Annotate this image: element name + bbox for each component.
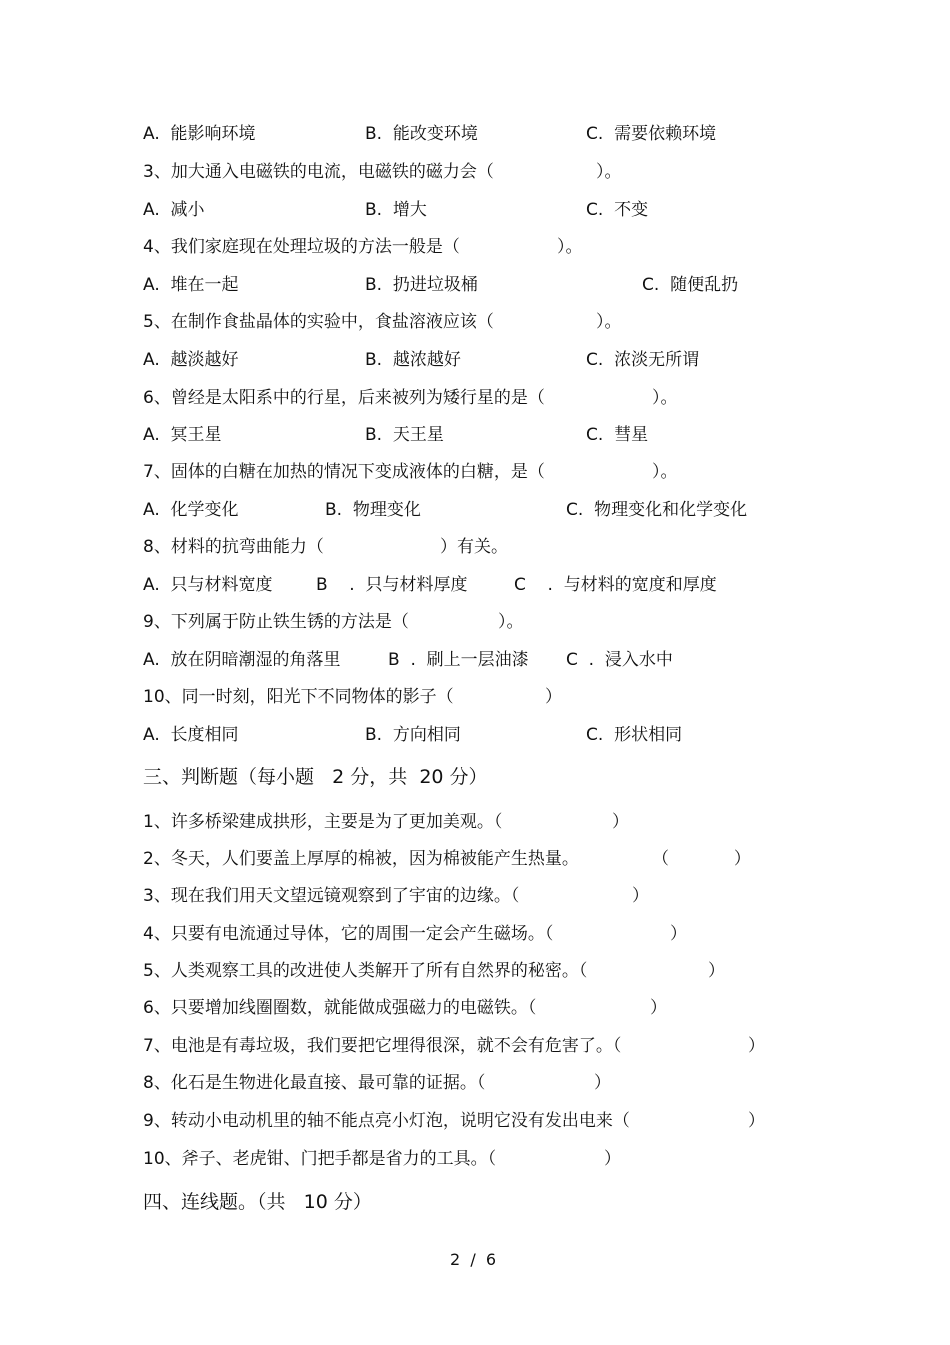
judge-question-8: 8、化石是生物进化最直接、最可靠的证据。（ — [143, 1073, 486, 1093]
q5-text: 5、在制作食盐晶体的实验中，食盐溶液应该（ — [143, 312, 494, 332]
q7-option-b: B. 物理变化 — [325, 500, 421, 520]
q9-option-c: C . 浸入水中 — [566, 650, 673, 670]
q6-answer-close: ）。 — [652, 388, 678, 408]
judge-answer-6: ） — [650, 998, 667, 1018]
q6-option-b: B. 天王星 — [365, 425, 444, 445]
judge-answer-7: ） — [748, 1036, 765, 1056]
q10-option-a: A. 长度相同 — [143, 725, 239, 745]
q8-option-b: B . 只与材料厚度 — [316, 575, 468, 595]
q2-option-c: C. 需要依赖环境 — [586, 124, 717, 144]
judge-answer-3: ） — [632, 886, 649, 906]
q6-text: 6、曾经是太阳系中的行星，后来被列为矮行星的是（ — [143, 388, 545, 408]
judge-question-7: 7、电池是有毒垃圾，我们要把它埋得很深，就不会有危害了。（ — [143, 1036, 622, 1056]
q7-option-c: C. 物理变化和化学变化 — [566, 500, 748, 520]
q3-option-c: C. 不变 — [586, 200, 649, 220]
judge-question-3: 3、现在我们用天文望远镜观察到了宇宙的边缘。（ — [143, 886, 520, 906]
q10-text: 10、同一时刻，阳光下不同物体的影子（ — [143, 687, 454, 707]
judge-question-6: 6、只要增加线圈圈数，就能做成强磁力的电磁铁。（ — [143, 998, 537, 1018]
q4-answer-close: ）。 — [557, 237, 583, 257]
judge-question-4: 4、只要有电流通过导体，它的周围一定会产生磁场。（ — [143, 924, 554, 944]
section-3-heading: 三、判断题（每小题 2 分，共 20 分） — [143, 766, 488, 788]
q6-option-a: A. 冥王星 — [143, 425, 222, 445]
q5-option-a: A. 越淡越好 — [143, 350, 239, 370]
q10-answer-close: ） — [545, 687, 562, 707]
q3-option-b: B. 增大 — [365, 200, 427, 220]
judge-answer-4: ） — [670, 924, 687, 944]
q9-text: 9、下列属于防止铁生锈的方法是（ — [143, 612, 409, 632]
q8-text: 8、材料的抗弯曲能力（ — [143, 537, 324, 557]
q6-option-c: C. 彗星 — [586, 425, 649, 445]
q5-answer-close: ）。 — [596, 312, 622, 332]
judge-question-5: 5、人类观察工具的改进使人类解开了所有自然界的秘密。（ — [143, 961, 588, 981]
q8-answer-close: ）有关。 — [440, 537, 508, 557]
q10-option-c: C. 形状相同 — [586, 725, 683, 745]
judge-question-1: 1、许多桥梁建成拱形，主要是为了更加美观。（ — [143, 812, 503, 832]
q3-option-a: A. 减小 — [143, 200, 205, 220]
q4-option-b: B. 扔进垃圾桶 — [365, 275, 478, 295]
judge-question-9: 9、转动小电动机里的轴不能点亮小灯泡，说明它没有发出电来（ — [143, 1111, 630, 1131]
q5-option-b: B. 越浓越好 — [365, 350, 461, 370]
q3-text: 3、加大通入电磁铁的电流，电磁铁的磁力会（ — [143, 162, 494, 182]
page-number: 2 / 6 — [450, 1250, 497, 1269]
q9-option-a: A. 放在阴暗潮湿的角落里 — [143, 650, 341, 670]
judge-answer-2: （ ） — [652, 849, 751, 869]
q7-option-a: A. 化学变化 — [143, 500, 239, 520]
judge-question-10: 10、斧子、老虎钳、门把手都是省力的工具。（ — [143, 1149, 497, 1169]
q9-option-b: B . 刷上一层油漆 — [388, 650, 529, 670]
q10-option-b: B. 方向相同 — [365, 725, 461, 745]
judge-answer-1: ） — [612, 812, 629, 832]
q2-option-b: B. 能改变环境 — [365, 124, 478, 144]
q8-option-c: C . 与材料的宽度和厚度 — [514, 575, 717, 595]
q7-answer-close: ）。 — [652, 462, 678, 482]
judge-answer-5: ） — [708, 961, 725, 981]
q4-option-a: A. 堆在一起 — [143, 275, 239, 295]
q3-answer-close: ）。 — [596, 162, 622, 182]
q4-option-c: C. 随便乱扔 — [642, 275, 739, 295]
judge-answer-8: ） — [594, 1073, 611, 1093]
q7-text: 7、固体的白糖在加热的情况下变成液体的白糖，是（ — [143, 462, 545, 482]
judge-answer-9: ） — [748, 1111, 765, 1131]
q8-option-a: A. 只与材料宽度 — [143, 575, 273, 595]
q9-answer-close: ）。 — [498, 612, 524, 632]
q2-option-a: A. 能影响环境 — [143, 124, 256, 144]
q4-text: 4、我们家庭现在处理垃圾的方法一般是（ — [143, 237, 460, 257]
judge-answer-10: ） — [604, 1149, 621, 1169]
section-4-heading: 四、连线题。（共 10 分） — [143, 1191, 372, 1213]
q5-option-c: C. 浓淡无所谓 — [586, 350, 700, 370]
judge-question-2: 2、冬天，人们要盖上厚厚的棉被，因为棉被能产生热量。 — [143, 849, 579, 869]
